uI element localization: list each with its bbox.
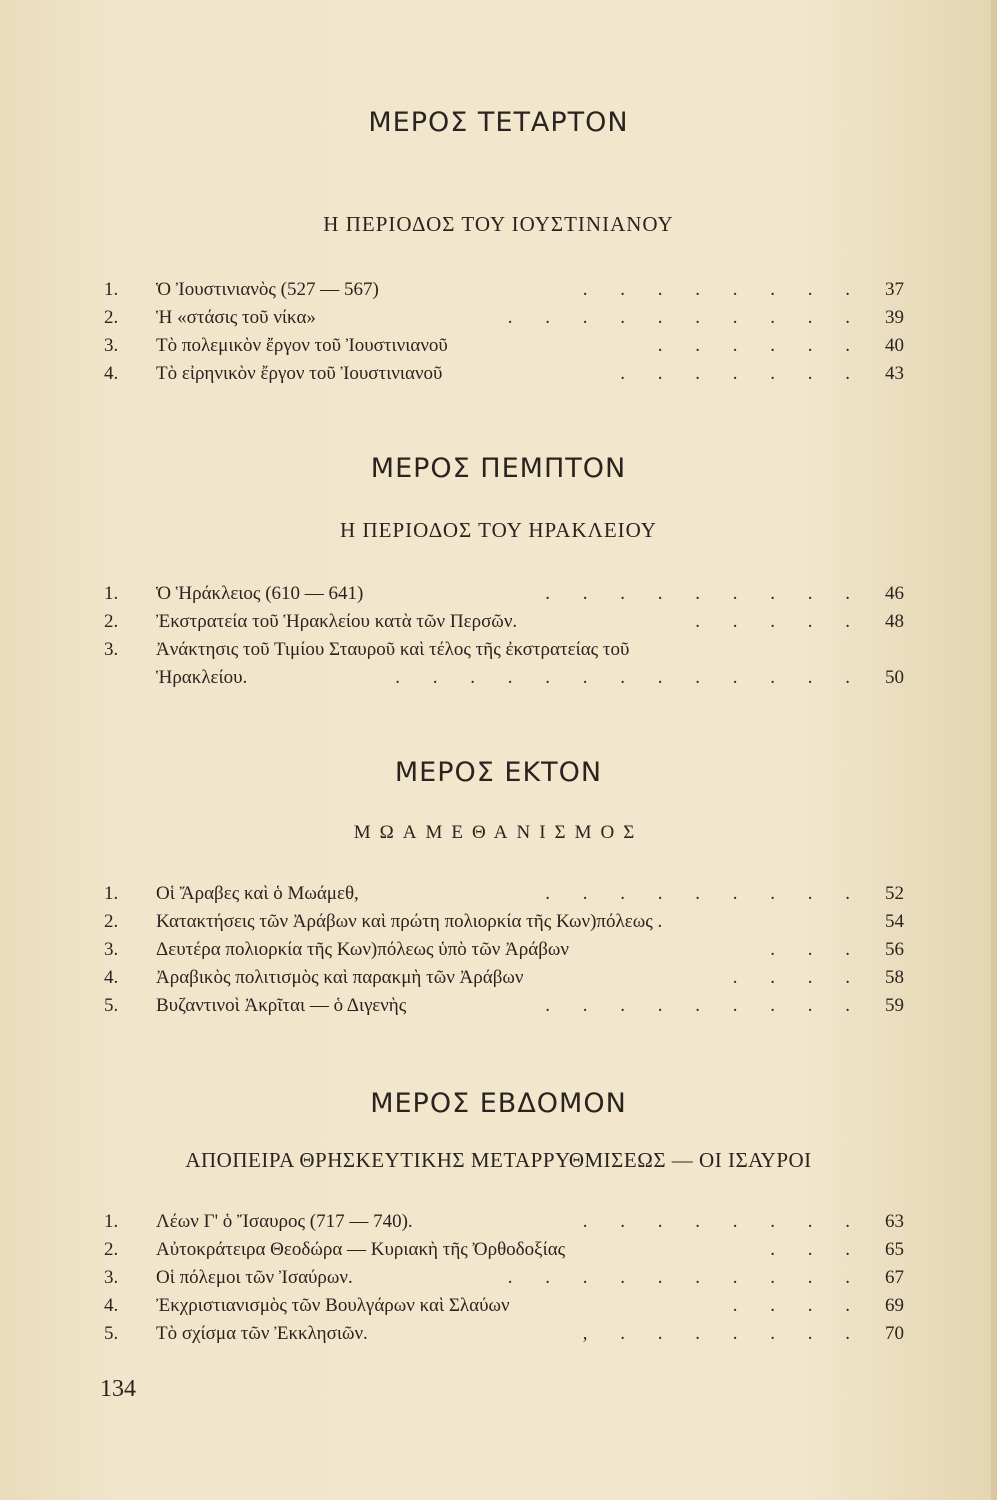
toc-entry[interactable] (104, 908, 904, 936)
toc-entry-page: 70 (885, 1323, 904, 1344)
toc-entry-number: 2. (104, 911, 119, 932)
toc-entry-title: Οἱ πόλεμοι τῶν Ἰσαύρων. (156, 1267, 353, 1288)
toc-entry-title: Δευτέρα πολιορκία τῆς Κων)πόλεως ὑπὸ τῶν Ἀράβων (156, 939, 569, 960)
part-7-subtitle: ΑΠΟΠΕΙΡΑ ΘΡΗΣΚΕΥΤΙΚΗΣ ΜΕΤΑΡΡΥΘΜΙΣΕΩΣ — ΟΙ ΙΣΑΥΡΟΙ (185, 1148, 812, 1172)
part-6-subtitle: ΜΩΑΜΕΘΑΝΙΣΜΟΣ (353, 822, 644, 843)
page-number: 134 (100, 1376, 136, 1402)
toc-entry-number: 1. (104, 583, 119, 604)
toc-entry-page: 54 (885, 911, 904, 932)
leader-dots: . . . . . . . . . . . . . (395, 667, 864, 688)
leader-dots: . . . . (732, 1295, 864, 1316)
toc-entry-title: Ἀνάκτησις τοῦ Τιμίου Σταυροῦ καὶ τέλος τῆς ἐκστρατείας τοῦ (156, 639, 630, 660)
toc-entry-title: Τὸ πολεμικὸν ἔργον τοῦ Ἰουστινιανοῦ (156, 335, 448, 356)
leader-dots: . . . . . . . . . (545, 583, 864, 604)
toc-entry-page: 43 (885, 363, 904, 384)
toc-entry-title: Ἐκστρατεία τοῦ Ἡρακλείου κατὰ τῶν Περσῶν. (156, 611, 518, 632)
leader-dots: . . . . . . . . (582, 279, 864, 300)
toc-entry-title: Οἱ Ἄραβες καὶ ὁ Μωάμεθ, (156, 883, 359, 904)
toc-entry-title: Βυζαντινοὶ Ἀκρῖται — ὁ Διγενὴς (156, 995, 407, 1016)
toc-entry-number: 1. (104, 883, 119, 904)
toc-entry-title: Ἡρακλείου. (156, 667, 248, 688)
toc-entry-title: Κατακτήσεις τῶν Ἀράβων καὶ πρώτη πολιορκία τῆς Κων)πόλεως . (156, 911, 663, 932)
toc-entry[interactable] (104, 1320, 904, 1348)
toc-entry-page: 37 (885, 279, 904, 300)
toc-entry[interactable] (104, 1236, 904, 1264)
toc-entry-number: 3. (104, 639, 119, 660)
toc-entry[interactable] (104, 332, 904, 360)
toc-entry[interactable] (104, 580, 904, 608)
toc-entry[interactable] (104, 360, 904, 388)
part-4-subtitle: Η ΠΕΡΙΟΔΟΣ ΤΟΥ ΙΟΥΣΤΙΝΙΑΝΟΥ (323, 212, 674, 236)
page-edge (991, 0, 997, 1500)
toc-entry-page: 69 (885, 1295, 904, 1316)
toc-entry-page: 65 (885, 1239, 904, 1260)
leader-dots: . . . . . . . . . . (507, 307, 864, 328)
toc-entry-page: 59 (885, 995, 904, 1016)
toc-entry[interactable] (104, 1208, 904, 1236)
toc-entry-title: Αὐτοκράτειρα Θεοδώρα — Κυριακὴ τῆς Ὀρθοδοξίας (156, 1239, 566, 1260)
toc-entry-page: 50 (885, 667, 904, 688)
toc-entry-title: Ἡ «στάσις τοῦ νίκα» (156, 307, 316, 328)
part-6-title: ΜΕΡΟΣ ΕΚΤΟΝ (394, 757, 603, 788)
toc-entry[interactable] (104, 304, 904, 332)
part-5-subtitle: Η ΠΕΡΙΟΔΟΣ ΤΟΥ ΗΡΑΚΛΕΙΟΥ (340, 518, 657, 542)
toc-entry-number: 2. (104, 307, 119, 328)
toc-entry-title: Ἀραβικὸς πολιτισμὸς καὶ παρακμὴ τῶν Ἀράβων (156, 967, 524, 988)
toc-entry[interactable] (104, 664, 904, 692)
leader-dots: . . . . . . . . . (545, 883, 864, 904)
leader-dots: . . . (770, 1239, 864, 1260)
leader-dots: . . . . (732, 967, 864, 988)
toc-entry[interactable] (104, 608, 904, 636)
toc-entry-title: Ὁ Ἡράκλειος (610 — 641) (156, 583, 364, 604)
toc-entry[interactable] (104, 992, 904, 1020)
part-7-title: ΜΕΡΟΣ ΕΒΔΟΜΟΝ (370, 1088, 627, 1119)
toc-entry-number: 4. (104, 363, 119, 384)
toc-entry[interactable] (104, 276, 904, 304)
toc-entry[interactable] (104, 936, 904, 964)
leader-dots: . . . (770, 939, 864, 960)
toc-entry-number: 5. (104, 995, 119, 1016)
toc-entry[interactable] (104, 636, 904, 664)
leader-dots: . . . . . (695, 611, 864, 632)
toc-entry-page: 67 (885, 1267, 904, 1288)
toc-entry-page: 63 (885, 1211, 904, 1232)
toc-entry-page: 39 (885, 307, 904, 328)
leader-dots: . . . . . . . (620, 363, 864, 384)
toc-entry-number: 4. (104, 967, 119, 988)
part-4-title: ΜΕΡΟΣ ΤΕΤΑΡΤΟΝ (368, 107, 629, 138)
toc-entry-page: 56 (885, 939, 904, 960)
toc-entry-title: Λέων Γ' ὁ Ἴσαυρος (717 — 740). (156, 1211, 413, 1232)
toc-entry-number: 3. (104, 335, 119, 356)
toc-entry-number: 2. (104, 1239, 119, 1260)
leader-dots: . . . . . . . . . (545, 995, 864, 1016)
leader-dots: . . . . . . (657, 335, 864, 356)
toc-entry-title: Τὸ σχίσμα τῶν Ἐκκλησιῶν. (156, 1323, 368, 1344)
toc-entry[interactable] (104, 964, 904, 992)
toc-entry-number: 3. (104, 939, 119, 960)
leader-dots: , . . . . . . . (582, 1323, 864, 1344)
toc-entry-number: 5. (104, 1323, 119, 1344)
toc-entry[interactable] (104, 880, 904, 908)
toc-entry-number: 1. (104, 279, 119, 300)
toc-entry-title: Ἐκχριστιανισμὸς τῶν Βουλγάρων καὶ Σλαύων (156, 1295, 510, 1316)
leader-dots: . . . . . . . . . . (507, 1267, 864, 1288)
toc-entry[interactable] (104, 1264, 904, 1292)
toc-entry-page: 58 (885, 967, 904, 988)
toc-entry-title: Ὁ Ἰουστινιανὸς (527 — 567) (156, 279, 379, 300)
toc-entry-number: 3. (104, 1267, 119, 1288)
toc-entry-page: 46 (885, 583, 904, 604)
part-5-title: ΜΕΡΟΣ ΠΕΜΠΤΟΝ (370, 453, 627, 484)
toc-entry-number: 1. (104, 1211, 119, 1232)
toc-entry[interactable] (104, 1292, 904, 1320)
toc-entry-page: 52 (885, 883, 904, 904)
toc-entry-number: 2. (104, 611, 119, 632)
toc-entry-page: 40 (885, 335, 904, 356)
toc-entry-title: Τὸ εἰρηνικὸν ἔργον τοῦ Ἰουστινιανοῦ (156, 363, 443, 384)
toc-entry-number: 4. (104, 1295, 119, 1316)
toc-entry-page: 48 (885, 611, 904, 632)
leader-dots: . . . . . . . . (582, 1211, 864, 1232)
